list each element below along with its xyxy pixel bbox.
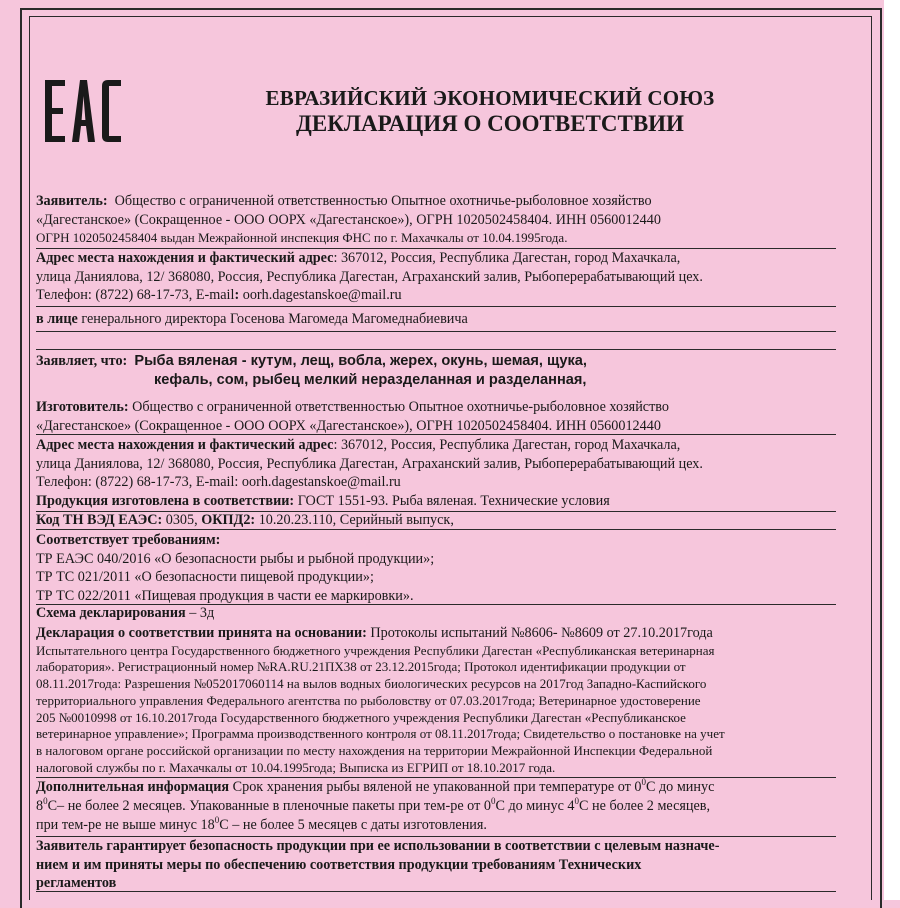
- manufacturer-line2: «Дагестанское» (Сокращенное - ООО ООРХ «Дагестанское»), ОГРН 1020502458404. ИНН 0560012440: [36, 417, 661, 434]
- scheme-value: – 3д: [185, 605, 215, 621]
- divider: [36, 434, 836, 435]
- okpd2-label: ОКПД2:: [201, 512, 256, 528]
- declares-section: [36, 352, 846, 389]
- requirements-section: [36, 531, 846, 605]
- basis-line: 205 №0010998 от 16.10.2017года Государственного бюджетного учреждения Республики Дагестан «Республиканское: [36, 709, 686, 725]
- union-heading: ЕВРАЗИЙСКИЙ ЭКОНОМИЧЕСКИЙ СОЮЗ: [265, 86, 715, 110]
- basis-line: лаборатория». Регистрационный номер №RA.RU.21ПХ38 от 23.12.2015года; Протокол идентификации продукции от: [36, 659, 686, 675]
- divider: [36, 331, 836, 332]
- production-section: [36, 492, 846, 511]
- divider: [36, 529, 836, 530]
- address2-line1: : 367012, Россия, Республика Дагестан, город Махачкала,: [333, 437, 681, 453]
- requirement-item: ТР ТС 021/2011 «О безопасности пищевой продукции»;: [36, 569, 374, 585]
- production-text: ГОСТ 1551-93. Рыба вяленая. Технические условия: [294, 493, 610, 509]
- basis-line: ветеринарное управление»; Программа производственного контроля от 08.11.2017года; Свидетельство о постановке на учет: [36, 726, 725, 742]
- requirement-item: ТР ЕАЭС 040/2016 «О безопасности рыбы и рыбной продукции»;: [36, 550, 435, 567]
- guarantee-section: [36, 837, 846, 893]
- address2-phone: Телефон: (8722) 68-17-73, E-mail:: [36, 474, 239, 490]
- declares-label: Заявляет, что:: [36, 353, 128, 369]
- address2-line2: улица Даниялова, 12/ 368080, Россия, Республика Дагестан, Аграханский залив, Рыбоперерабатывающий цех.: [36, 455, 703, 472]
- codes-section: [36, 511, 846, 530]
- requirement-item: ТР ТС 022/2011 «Пищевая продукция в части ее маркировки».: [36, 587, 414, 604]
- basis-line: Испытательного центра Государственного бюджетного учреждения Республики Дагестан «Республиканская ветеринарная: [36, 642, 715, 658]
- scheme-label: Схема декларирования: [36, 605, 186, 621]
- address2-label: Адрес места нахождения и фактический адрес: [36, 437, 334, 453]
- additional-label: Дополнительная информация: [36, 779, 230, 795]
- address-phone: Телефон: (8722) 68-17-73, E-mail: [36, 287, 235, 303]
- guarantee-line3: регламентов: [36, 875, 117, 891]
- address-email: oorh.dagestanskoe@mail.ru: [239, 287, 402, 303]
- applicant-label: Заявитель:: [36, 193, 108, 209]
- basis-line: в налоговом органе российской организации по месту нахождения на территории Межрайонной Инспекции Федеральной: [36, 743, 713, 759]
- guarantee-line1: Заявитель гарантирует безопасность продукции при ее использовании в соответствии с целевым назначе-: [36, 838, 720, 854]
- address-line2: улица Даниялова, 12/ 368080, Россия, Республика Дагестан, Аграханский залив, Рыбоперерабатывающий цех.: [36, 268, 703, 285]
- manufacturer-line1: Общество с ограниченной ответственностью Опытное охотничье-рыболовное хозяйство: [128, 399, 669, 415]
- okpd2-value: 10.20.23.110, Серийный выпуск,: [255, 512, 454, 528]
- applicant-line3: ОГРН 1020502458404 выдан Межрайонной инспекция ФНС по г. Махачкалы от 10.04.1995года.: [36, 230, 568, 245]
- representative-section: [36, 310, 846, 329]
- divider: [36, 349, 836, 350]
- basis-line: территориального управления Федерального агентства по рыболовству от 07.03.2017года; Ветеринарное удостоверение: [36, 692, 701, 708]
- scheme-section: [36, 604, 846, 623]
- representative-text: генерального директора Госенова Магомеда Магомеднабиевича: [77, 311, 468, 327]
- scan-edge: [884, 0, 900, 900]
- address2-section: [36, 436, 846, 492]
- guarantee-line2: нием и им приняты меры по обеспечению соответствия продукции требованиям Технических: [36, 856, 642, 873]
- manufacturer-label: Изготовитель:: [36, 399, 129, 415]
- product-line1: Рыба вяленая - кутум, лещ, вобла, жерех, окунь, шемая, щука,: [134, 353, 587, 369]
- eac-logo-icon: [42, 78, 124, 144]
- tnved-label: Код ТН ВЭД ЕАЭС:: [36, 512, 163, 528]
- requirements-label: Соответствует требованиям:: [36, 532, 221, 548]
- basis-line: налоговой службы по г. Махачкалы от 10.04.1995года; Выписка из ЕГРИП от 18.10.2017 года.: [36, 760, 556, 776]
- address2-email: oorh.dagestanskoe@mail.ru: [238, 474, 401, 490]
- divider: [36, 891, 836, 892]
- address-section: Адрес места нахождения и фактический адрес: 367012, Россия, Республика Дагестан, город Махачкала, улица Даниялова, 12/ 368080, Россия, Республика Дагестан, Аграханский залив, Рыбоперерабатывающий цех. Телефон: (8722) 68-17-73, E-mail: oorh.dagestanskoe@mail.ru: [36, 249, 846, 305]
- address-label: Адрес места нахождения и фактический адрес: [36, 250, 334, 266]
- product-line2: кефаль, сом, рыбец мелкий неразделанная и разделанная,: [154, 371, 587, 388]
- tnved-value: 0305,: [162, 512, 202, 528]
- basis-label: Декларация о соответствии принята на основании:: [36, 625, 367, 641]
- applicant-line1: Общество с ограниченной ответственностью Опытное охотничье-рыболовное хозяйство: [114, 193, 652, 209]
- basis-section: [36, 624, 846, 777]
- basis-line: 08.11.2017года: Разрешения №052017060114 на вылов водных биологических ресурсов на 2017год Западно-Каспийского: [36, 676, 707, 692]
- representative-label: в лице: [36, 311, 78, 327]
- document-title: ДЕКЛАРАЦИЯ О СООТВЕТСТВИИ: [296, 111, 684, 136]
- production-label: Продукция изготовлена в соответствии:: [36, 493, 295, 509]
- applicant-section: [36, 192, 846, 247]
- applicant-line2: «Дагестанское» (Сокращенное - ООО ООРХ «Дагестанское»), ОГРН 1020502458404. ИНН 0560012440: [36, 211, 661, 228]
- basis-line1: Протоколы испытаний №8606- №8609 от 27.10.2017года: [366, 625, 713, 641]
- manufacturer-section: [36, 398, 846, 435]
- address-line1: : 367012, Россия, Республика Дагестан, город Махачкала,: [333, 250, 681, 266]
- divider: [36, 306, 836, 307]
- additional-section: Дополнительная информация Срок хранения рыбы вяленой не упакованной при температуре от $0^0С$ до минус $8^0С-$ не более 2 месяцев. Упакованные в пленочные пакеты при тем-ре от $0^0С$ до минус $4^0С$ не более 2 месяцев, при тем-ре не выше минус $18^0С$ – не более 5 месяцев с даты изготовления.: [36, 777, 715, 833]
